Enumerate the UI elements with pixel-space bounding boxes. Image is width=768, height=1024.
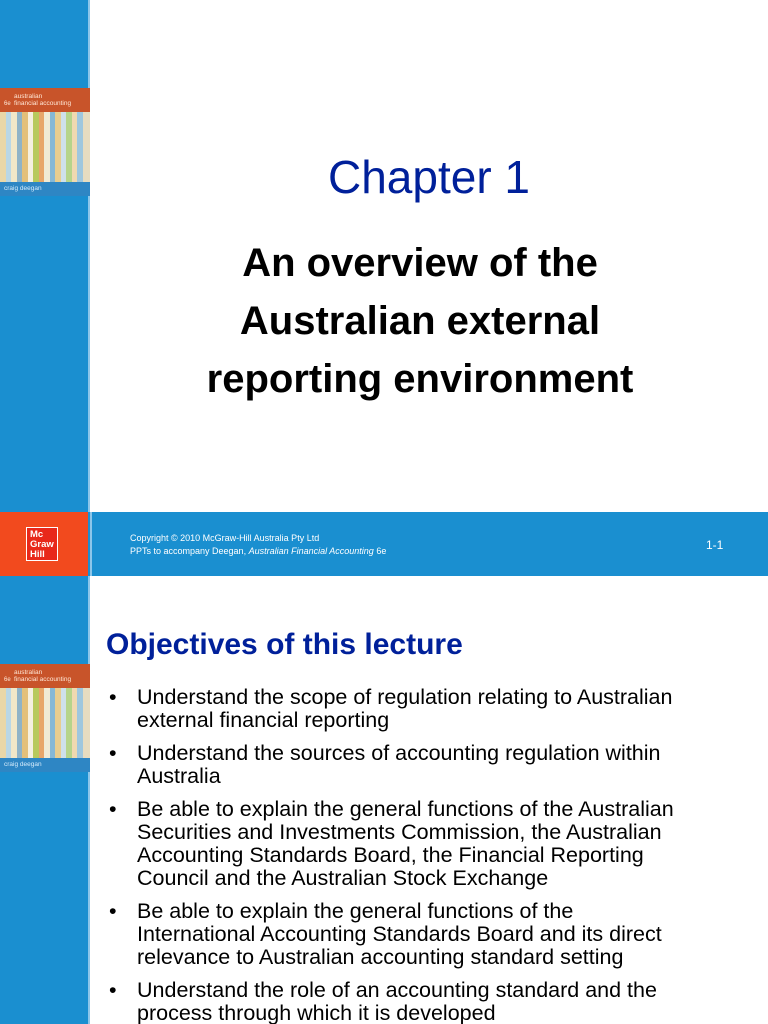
sidebar <box>0 576 90 1024</box>
list-item: • Be able to explain the general functions of the Australian Securities and Investments Commission, the Australian Accounting Standards Board, the Financial Reporting Council and the Australian Stock Exchange <box>109 797 674 890</box>
book-spines-graphic <box>0 110 90 182</box>
book-title: Australian Financial Accounting <box>248 546 374 556</box>
slide-objectives <box>0 576 768 1024</box>
sidebar <box>0 0 90 576</box>
cover-edition: 6e <box>4 677 11 683</box>
list-item: • Understand the role of an accounting standard and the process through which it is developed <box>109 978 657 1024</box>
logo-text-line: Graw <box>30 539 54 550</box>
bullet-icon: • <box>109 797 117 821</box>
objectives-list <box>106 686 756 1024</box>
copyright-line: Copyright © 2010 McGraw-Hill Australia Pty Ltd <box>130 533 320 543</box>
slide-footer <box>0 512 768 576</box>
chapter-subtitle <box>120 234 720 408</box>
cover-title-line: australian <box>14 93 43 100</box>
slide-title: Objectives of this lecture <box>106 628 463 661</box>
subtitle-line: reporting environment <box>206 357 634 401</box>
slide-number: 1-1 <box>706 538 724 552</box>
bullet-icon: • <box>109 741 117 765</box>
bullet-icon: • <box>109 685 117 709</box>
cover-edition: 6e <box>4 101 11 107</box>
copyright-notice <box>130 532 386 558</box>
list-item: • Understand the sources of accounting regulation within Australia <box>109 741 661 788</box>
bullet-icon: • <box>109 899 117 923</box>
logo-text-line: Hill <box>30 549 45 560</box>
cover-title-line: australian <box>14 669 43 676</box>
mcgraw-hill-logo <box>26 527 58 561</box>
cover-author: craig deegan <box>4 761 42 768</box>
cover-title-line: financial accounting <box>14 100 72 107</box>
logo-text-line: Mc <box>30 529 44 540</box>
chapter-title: Chapter 1 <box>327 151 530 203</box>
subtitle-line: Australian external <box>239 299 601 343</box>
list-item: • Be able to explain the general functions of the International Accounting Standards Board and its direct relevance to Australian accounting standard setting <box>109 899 662 969</box>
subtitle-line: An overview of the <box>242 241 598 285</box>
ppt-credit-line: PPTs to accompany Deegan, Australian Financial Accounting 6e <box>130 546 387 556</box>
book-cover-image <box>0 664 90 772</box>
book-cover-image <box>0 88 90 196</box>
cover-title-line: financial accounting <box>14 676 72 683</box>
list-item: • Understand the scope of regulation relating to Australian external financial reporting <box>109 685 673 732</box>
bullet-icon: • <box>109 978 117 1002</box>
book-spines-graphic <box>0 686 90 758</box>
cover-author: craig deegan <box>4 185 42 192</box>
publisher-logo-area <box>0 512 88 576</box>
